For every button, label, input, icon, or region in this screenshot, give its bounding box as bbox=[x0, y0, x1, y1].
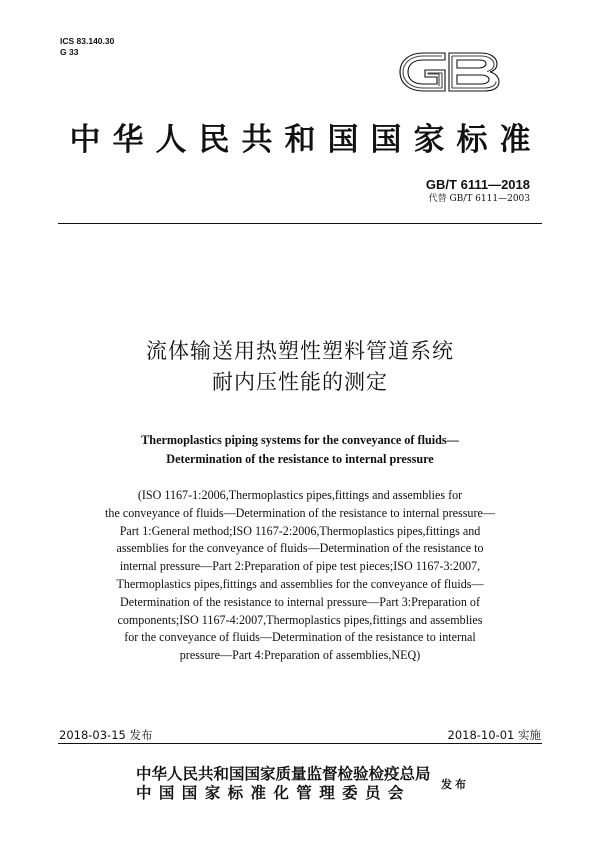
english-title-line-1: Thermoplastics piping systems for the conveyance of fluids— bbox=[141, 433, 459, 447]
iso-line: Determination of the resistance to internal pressure—Part 3:Preparation of bbox=[119, 594, 480, 609]
chinese-title-line-1: 流体输送用热塑性塑料管道系统 bbox=[146, 339, 454, 363]
iso-line: the conveyance of fluids—Determination of the resistance to internal pressure— bbox=[105, 505, 495, 520]
issuing-authorities bbox=[136, 765, 431, 803]
iso-line: Thermoplastics pipes,fittings and assemblies for the conveyance of fluids— bbox=[116, 576, 484, 591]
english-title-line-2: Determination of the resistance to internal pressure bbox=[166, 452, 434, 466]
iso-line: (ISO 1167-1:2006,Thermoplastics pipes,fittings and assemblies for bbox=[137, 488, 463, 502]
gb-logo bbox=[393, 44, 507, 100]
issuer-sac: 中国国家标准化管理委员会 bbox=[136, 784, 411, 802]
standard-number: GB/T 6111—2018 bbox=[425, 177, 530, 192]
iso-equivalence-note bbox=[60, 487, 540, 665]
top-divider bbox=[58, 223, 542, 224]
iso-line: for the conveyance of fluids—Determination of the resistance to internal bbox=[124, 630, 476, 645]
classification-codes bbox=[60, 36, 114, 58]
bottom-divider bbox=[58, 743, 542, 744]
english-title bbox=[0, 431, 600, 469]
iso-line: Part 1:General method;ISO 1167-2:2006,Thermoplastics pipes,fittings and bbox=[119, 523, 481, 538]
implementation-date: 2018-10-01 实施 bbox=[447, 728, 541, 742]
publish-label: 发布 bbox=[441, 778, 469, 791]
chinese-title-line-2: 耐内压性能的测定 bbox=[212, 370, 388, 394]
ccs-code: G 33 bbox=[60, 47, 79, 57]
replaces-standard: 代替 GB/T 6111—2003 bbox=[428, 194, 530, 204]
iso-line: components;ISO 1167-4:2007,Thermoplastics pipes,fittings and assemblies bbox=[117, 612, 483, 627]
issue-date: 2018-03-15 发布 bbox=[59, 728, 153, 742]
standard-type-title: 中华人民共和国国家标准 bbox=[69, 122, 543, 158]
iso-line: assemblies for the conveyance of fluids—Determination of the resistance to bbox=[116, 541, 484, 556]
ics-code: ICS 83.140.30 bbox=[60, 36, 115, 46]
standard-number-block bbox=[426, 177, 530, 205]
iso-line: internal pressure—Part 2:Preparation of pipe test pieces;ISO 1167-3:2007, bbox=[119, 559, 481, 574]
chinese-title bbox=[0, 336, 600, 398]
iso-line: pressure—Part 4:Preparation of assemblies,NEQ) bbox=[179, 648, 421, 663]
issuer-aqsiq: 中华人民共和国国家质量监督检验检疫总局 bbox=[136, 765, 431, 783]
